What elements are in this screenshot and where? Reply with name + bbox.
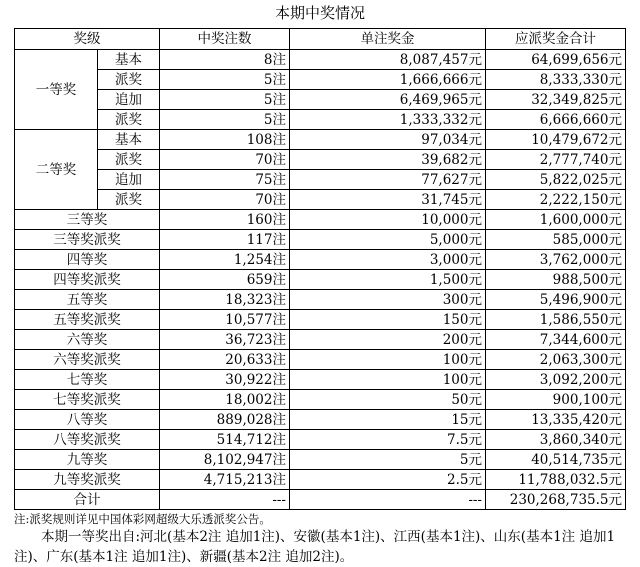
page-title: 本期中奖情况 — [274, 4, 365, 22]
table-row — [15, 290, 626, 310]
total-cell: 1,586,550元 — [486, 310, 626, 330]
prize-cell: 77,627元 — [290, 170, 486, 190]
table-row — [15, 210, 626, 230]
count-cell: 659注 — [160, 270, 290, 290]
count-cell: 30,922注 — [160, 370, 290, 390]
total-cell: 900,100元 — [486, 390, 626, 410]
table-row — [15, 250, 626, 270]
count-cell: 5注 — [160, 70, 290, 90]
count-cell: 70注 — [160, 190, 290, 210]
prize-cell: 15元 — [290, 410, 486, 430]
level-cell: 三等奖派奖 — [15, 230, 160, 250]
total-cell: 7,344,600元 — [486, 330, 626, 350]
count-cell: 108注 — [160, 130, 290, 150]
table-header-row — [15, 29, 626, 50]
total-cell: 11,788,032.5元 — [486, 470, 626, 490]
table-row — [15, 110, 626, 130]
total-cell: 2,777,740元 — [486, 150, 626, 170]
count-cell: 160注 — [160, 210, 290, 230]
level-cell: 四等奖派奖 — [15, 270, 160, 290]
total-row — [15, 490, 626, 510]
total-cell: 5,822,025元 — [486, 170, 626, 190]
header-total: 应派奖金合计 — [486, 29, 626, 50]
sub-level: 派奖 — [98, 190, 160, 210]
prize-cell: 100元 — [290, 370, 486, 390]
prize-cell: 100元 — [290, 350, 486, 370]
table-row — [15, 390, 626, 410]
level-cell: 五等奖派奖 — [15, 310, 160, 330]
table-row — [15, 330, 626, 350]
prize-cell: 2.5元 — [290, 470, 486, 490]
total-cell: 5,496,900元 — [486, 290, 626, 310]
prize-cell: 200元 — [290, 330, 486, 350]
prize-cell: 10,000元 — [290, 210, 486, 230]
level-cell: 六等奖派奖 — [15, 350, 160, 370]
count-cell: 8注 — [160, 50, 290, 70]
count-cell: 70注 — [160, 150, 290, 170]
count-cell: 5注 — [160, 110, 290, 130]
level-cell: 三等奖 — [15, 210, 160, 230]
table-row — [15, 170, 626, 190]
header-level: 奖级 — [15, 29, 160, 50]
prize-cell: 5,000元 — [290, 230, 486, 250]
total-cell: 10,479,672元 — [486, 130, 626, 150]
prize-cell: 300元 — [290, 290, 486, 310]
count-cell: 20,633注 — [160, 350, 290, 370]
total-cell: 32,349,825元 — [486, 90, 626, 110]
level-cell: 七等奖派奖 — [15, 390, 160, 410]
sub-level: 追加 — [98, 90, 160, 110]
sub-level: 基本 — [98, 50, 160, 70]
level-cell: 八等奖派奖 — [15, 430, 160, 450]
count-cell: 8,102,947注 — [160, 450, 290, 470]
table-row — [15, 190, 626, 210]
total-cell: 2,222,150元 — [486, 190, 626, 210]
prize-cell: 31,745元 — [290, 190, 486, 210]
prize-cell: 8,087,457元 — [290, 50, 486, 70]
winners-summary: 本期一等奖出自:河北(基本2注 追加1注)、安徽(基本1注)、江西(基本1注)、山东(基本1注 追加1注)、广东(基本1注 追加1注)、新疆(基本2注 追加2注)。 — [14, 529, 616, 565]
total-cell: 8,333,330元 — [486, 70, 626, 90]
prize-cell: 3,000元 — [290, 250, 486, 270]
prize-cell: 1,333,332元 — [290, 110, 486, 130]
group-name: 一等奖 — [15, 50, 98, 130]
total-label: 合计 — [15, 490, 160, 510]
total-prize: --- — [290, 490, 486, 510]
count-cell: 10,577注 — [160, 310, 290, 330]
table-row — [15, 430, 626, 450]
table-row — [15, 70, 626, 90]
count-cell: 75注 — [160, 170, 290, 190]
table-row — [15, 310, 626, 330]
count-cell: 1,254注 — [160, 250, 290, 270]
count-cell: 117注 — [160, 230, 290, 250]
grand-total: 230,268,735.5元 — [486, 490, 626, 510]
total-cell: 64,699,656元 — [486, 50, 626, 70]
prize-cell: 5元 — [290, 450, 486, 470]
level-cell: 七等奖 — [15, 370, 160, 390]
table-row — [15, 410, 626, 430]
prize-cell: 1,500元 — [290, 270, 486, 290]
count-cell: 4,715,213注 — [160, 470, 290, 490]
footnote: 注:派奖规则详见中国体彩网超级大乐透派奖公告。 — [14, 512, 271, 526]
table-row — [15, 270, 626, 290]
header-count: 中奖注数 — [160, 29, 290, 50]
level-cell: 四等奖 — [15, 250, 160, 270]
prize-cell: 7.5元 — [290, 430, 486, 450]
total-cell: 40,514,735元 — [486, 450, 626, 470]
table-row — [15, 450, 626, 470]
table-row — [15, 50, 626, 70]
sub-level: 派奖 — [98, 110, 160, 130]
table-row — [15, 90, 626, 110]
prize-cell: 50元 — [290, 390, 486, 410]
total-cell: 1,600,000元 — [486, 210, 626, 230]
sub-level: 派奖 — [98, 150, 160, 170]
prize-cell: 97,034元 — [290, 130, 486, 150]
sub-level: 基本 — [98, 130, 160, 150]
prize-cell: 39,682元 — [290, 150, 486, 170]
total-cell: 988,500元 — [486, 270, 626, 290]
count-cell: 514,712注 — [160, 430, 290, 450]
sub-level: 追加 — [98, 170, 160, 190]
sub-level: 派奖 — [98, 70, 160, 90]
table-row — [15, 470, 626, 490]
total-cell: 3,860,340元 — [486, 430, 626, 450]
total-cell: 3,762,000元 — [486, 250, 626, 270]
total-count: --- — [160, 490, 290, 510]
level-cell: 五等奖 — [15, 290, 160, 310]
total-cell: 3,092,200元 — [486, 370, 626, 390]
prize-cell: 150元 — [290, 310, 486, 330]
prize-table — [14, 28, 626, 510]
prize-cell: 1,666,666元 — [290, 70, 486, 90]
count-cell: 18,002注 — [160, 390, 290, 410]
level-cell: 九等奖 — [15, 450, 160, 470]
table-row — [15, 350, 626, 370]
count-cell: 5注 — [160, 90, 290, 110]
count-cell: 18,323注 — [160, 290, 290, 310]
total-cell: 585,000元 — [486, 230, 626, 250]
total-cell: 13,335,420元 — [486, 410, 626, 430]
table-row — [15, 150, 626, 170]
count-cell: 889,028注 — [160, 410, 290, 430]
table-row — [15, 130, 626, 150]
count-cell: 36,723注 — [160, 330, 290, 350]
total-cell: 6,666,660元 — [486, 110, 626, 130]
header-prize: 单注奖金 — [290, 29, 486, 50]
level-cell: 九等奖派奖 — [15, 470, 160, 490]
level-cell: 八等奖 — [15, 410, 160, 430]
total-cell: 2,063,300元 — [486, 350, 626, 370]
group-name: 二等奖 — [15, 130, 98, 210]
prize-cell: 6,469,965元 — [290, 90, 486, 110]
table-row — [15, 230, 626, 250]
table-row — [15, 370, 626, 390]
level-cell: 六等奖 — [15, 330, 160, 350]
